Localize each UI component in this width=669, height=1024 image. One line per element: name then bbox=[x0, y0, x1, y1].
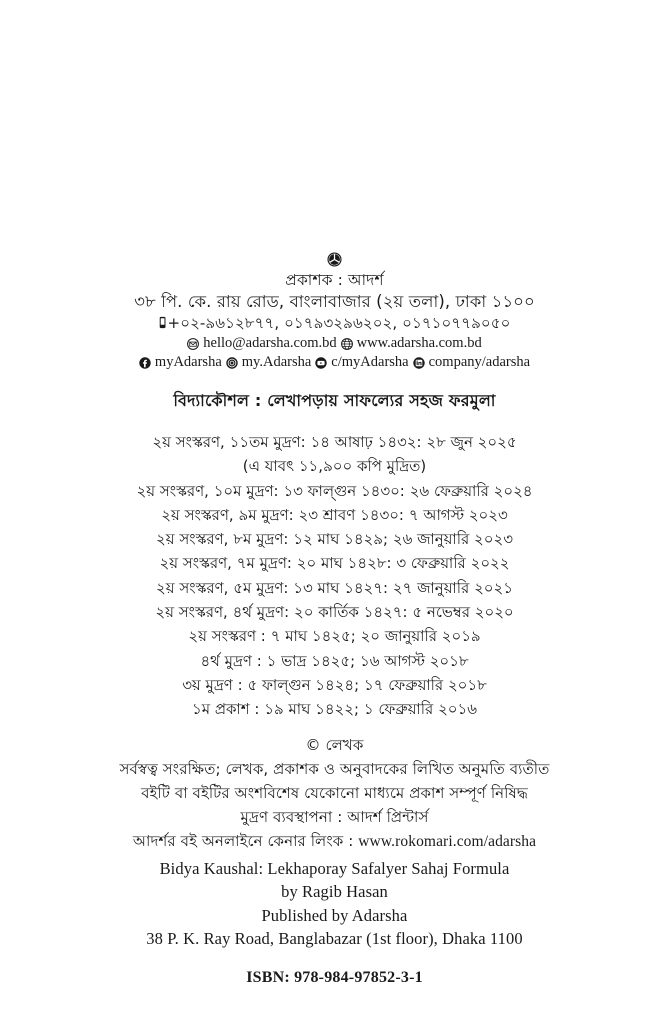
publisher-contact-line bbox=[187, 334, 481, 352]
printer-line: মুদ্রণ ব্যবস্থাপনা : আদর্শ প্রিন্টার্স bbox=[240, 807, 429, 826]
print-history-item: ৪র্থ মুদ্রণ : ১ ভাদ্র ১৪২৫; ১৬ আগস্ট ২০১৮ bbox=[200, 652, 469, 670]
adarsha-logo-icon bbox=[327, 252, 342, 267]
print-history-item: (এ যাবৎ ১১,৯০০ কপি মুদ্রিত) bbox=[242, 458, 427, 476]
print-history-item: ২য় সংস্করণ, ৮ম মুদ্রণ: ১২ মাঘ ১৪২৯; ২৬ জানুয়ারি ২০২৩ bbox=[156, 531, 513, 549]
isbn-line: ISBN: 978-984-97852-3-1 bbox=[246, 968, 423, 986]
youtube-icon bbox=[315, 357, 327, 369]
publisher-logo bbox=[72, 252, 597, 267]
print-history-item: ২য় সংস্করণ, ১০ম মুদ্রণ: ১৩ ফাল্গুন ১৪৩০: ২৬ ফেব্রুয়ারি ২০২৪ bbox=[136, 482, 533, 500]
english-author: by Ragib Hasan bbox=[281, 882, 388, 902]
publisher-address: ৩৮ পি. কে. রায় রোড, বাংলাবাজার (২য় তলা), ঢাকা ১১০০ bbox=[134, 292, 535, 311]
rights-reserved-line-1: সর্বস্বত্ব সংরক্ষিত; লেখক, প্রকাশক ও অনুবাদকের লিখিত অনুমতি ব্যতীত bbox=[119, 759, 550, 778]
publisher-facebook[interactable]: myAdarsha bbox=[154, 354, 222, 370]
print-history-list bbox=[72, 431, 597, 723]
globe-icon bbox=[341, 338, 353, 350]
publisher-youtube[interactable]: c/myAdarsha bbox=[331, 354, 409, 370]
facebook-icon bbox=[139, 357, 151, 369]
book-title-bangla: বিদ্যাকৌশল : লেখাপড়ায় সাফল্যের সহজ ফরমুলা bbox=[173, 391, 496, 410]
online-purchase-url[interactable]: www.rokomari.com/adarsha bbox=[358, 832, 537, 850]
publisher-phone-text: +০২-৯৬১২৮৭৭, ০১৭৯৩২৯৬২০২, ০১৭১০৭৭৯০৫০ bbox=[167, 314, 511, 332]
rights-reserved-line-2: বইটি বা বইটির অংশবিশেষ যেকোনো মাধ্যমে প্রকাশ সম্পূর্ণ নিষিদ্ধ bbox=[141, 783, 528, 802]
instagram-icon bbox=[226, 357, 238, 369]
phone-icon bbox=[159, 316, 168, 329]
publisher-name: প্রকাশক : আদর্শ bbox=[285, 271, 384, 289]
linkedin-icon bbox=[413, 357, 425, 369]
english-publisher: Published by Adarsha bbox=[261, 905, 408, 925]
copyright-symbol-line: © লেখক bbox=[305, 735, 364, 754]
email-icon bbox=[187, 338, 199, 350]
print-history-item: ১ম প্রকাশ : ১৯ মাঘ ১৪২২; ১ ফেব্রুয়ারি ২০১৬ bbox=[192, 701, 477, 719]
print-history-item: ৩য় মুদ্রণ : ৫ ফাল্গুন ১৪২৪; ১৭ ফেব্রুয়ারি ২০১৮ bbox=[182, 676, 487, 694]
english-address: 38 P. K. Ray Road, Banglabazar (1st floor), Dhaka 1100 bbox=[146, 929, 523, 949]
print-history-item: ২য় সংস্করণ, ৭ম মুদ্রণ: ২০ মাঘ ১৪২৮: ৩ ফেব্রুয়ারি ২০২২ bbox=[159, 555, 510, 573]
english-title: Bidya Kaushal: Lekhaporay Safalyer Sahaj Formula bbox=[159, 858, 510, 878]
online-purchase-label: আদর্শর বই অনলাইনে কেনার লিংক : bbox=[132, 831, 359, 850]
print-history-item: ২য় সংস্করণ : ৭ মাঘ ১৪২৫; ২০ জানুয়ারি ২০১৯ bbox=[188, 628, 481, 646]
publisher-social-line bbox=[139, 353, 530, 371]
print-history-item: ২য় সংস্করণ, ১১তম মুদ্রণ: ১৪ আষাঢ় ১৪৩২: ২৮ জুন ২০২৫ bbox=[152, 434, 517, 451]
copyright-block bbox=[72, 733, 597, 854]
print-history-item: ২য় সংস্করণ, ৯ম মুদ্রণ: ২৩ শ্রাবণ ১৪৩০: ৭ আগস্ট ২০২৩ bbox=[161, 506, 508, 524]
publisher-phone-line bbox=[72, 313, 597, 334]
english-imprint-block bbox=[72, 857, 597, 951]
publisher-linkedin[interactable]: company/adarsha bbox=[428, 354, 531, 370]
print-history-item: ২য় সংস্করণ, ৪র্থ মুদ্রণ: ২০ কার্তিক ১৪২৭: ৫ নভেম্বর ২০২০ bbox=[155, 604, 514, 622]
online-purchase-line bbox=[72, 829, 597, 854]
publisher-email[interactable]: hello@adarsha.com.bd bbox=[203, 335, 337, 351]
publisher-instagram[interactable]: my.Adarsha bbox=[241, 354, 312, 370]
publisher-website[interactable]: www.adarsha.com.bd bbox=[356, 335, 482, 351]
print-history-item: ২য় সংস্করণ, ৫ম মুদ্রণ: ১৩ মাঘ ১৪২৭: ২৭ জানুয়ারি ২০২১ bbox=[156, 579, 513, 597]
